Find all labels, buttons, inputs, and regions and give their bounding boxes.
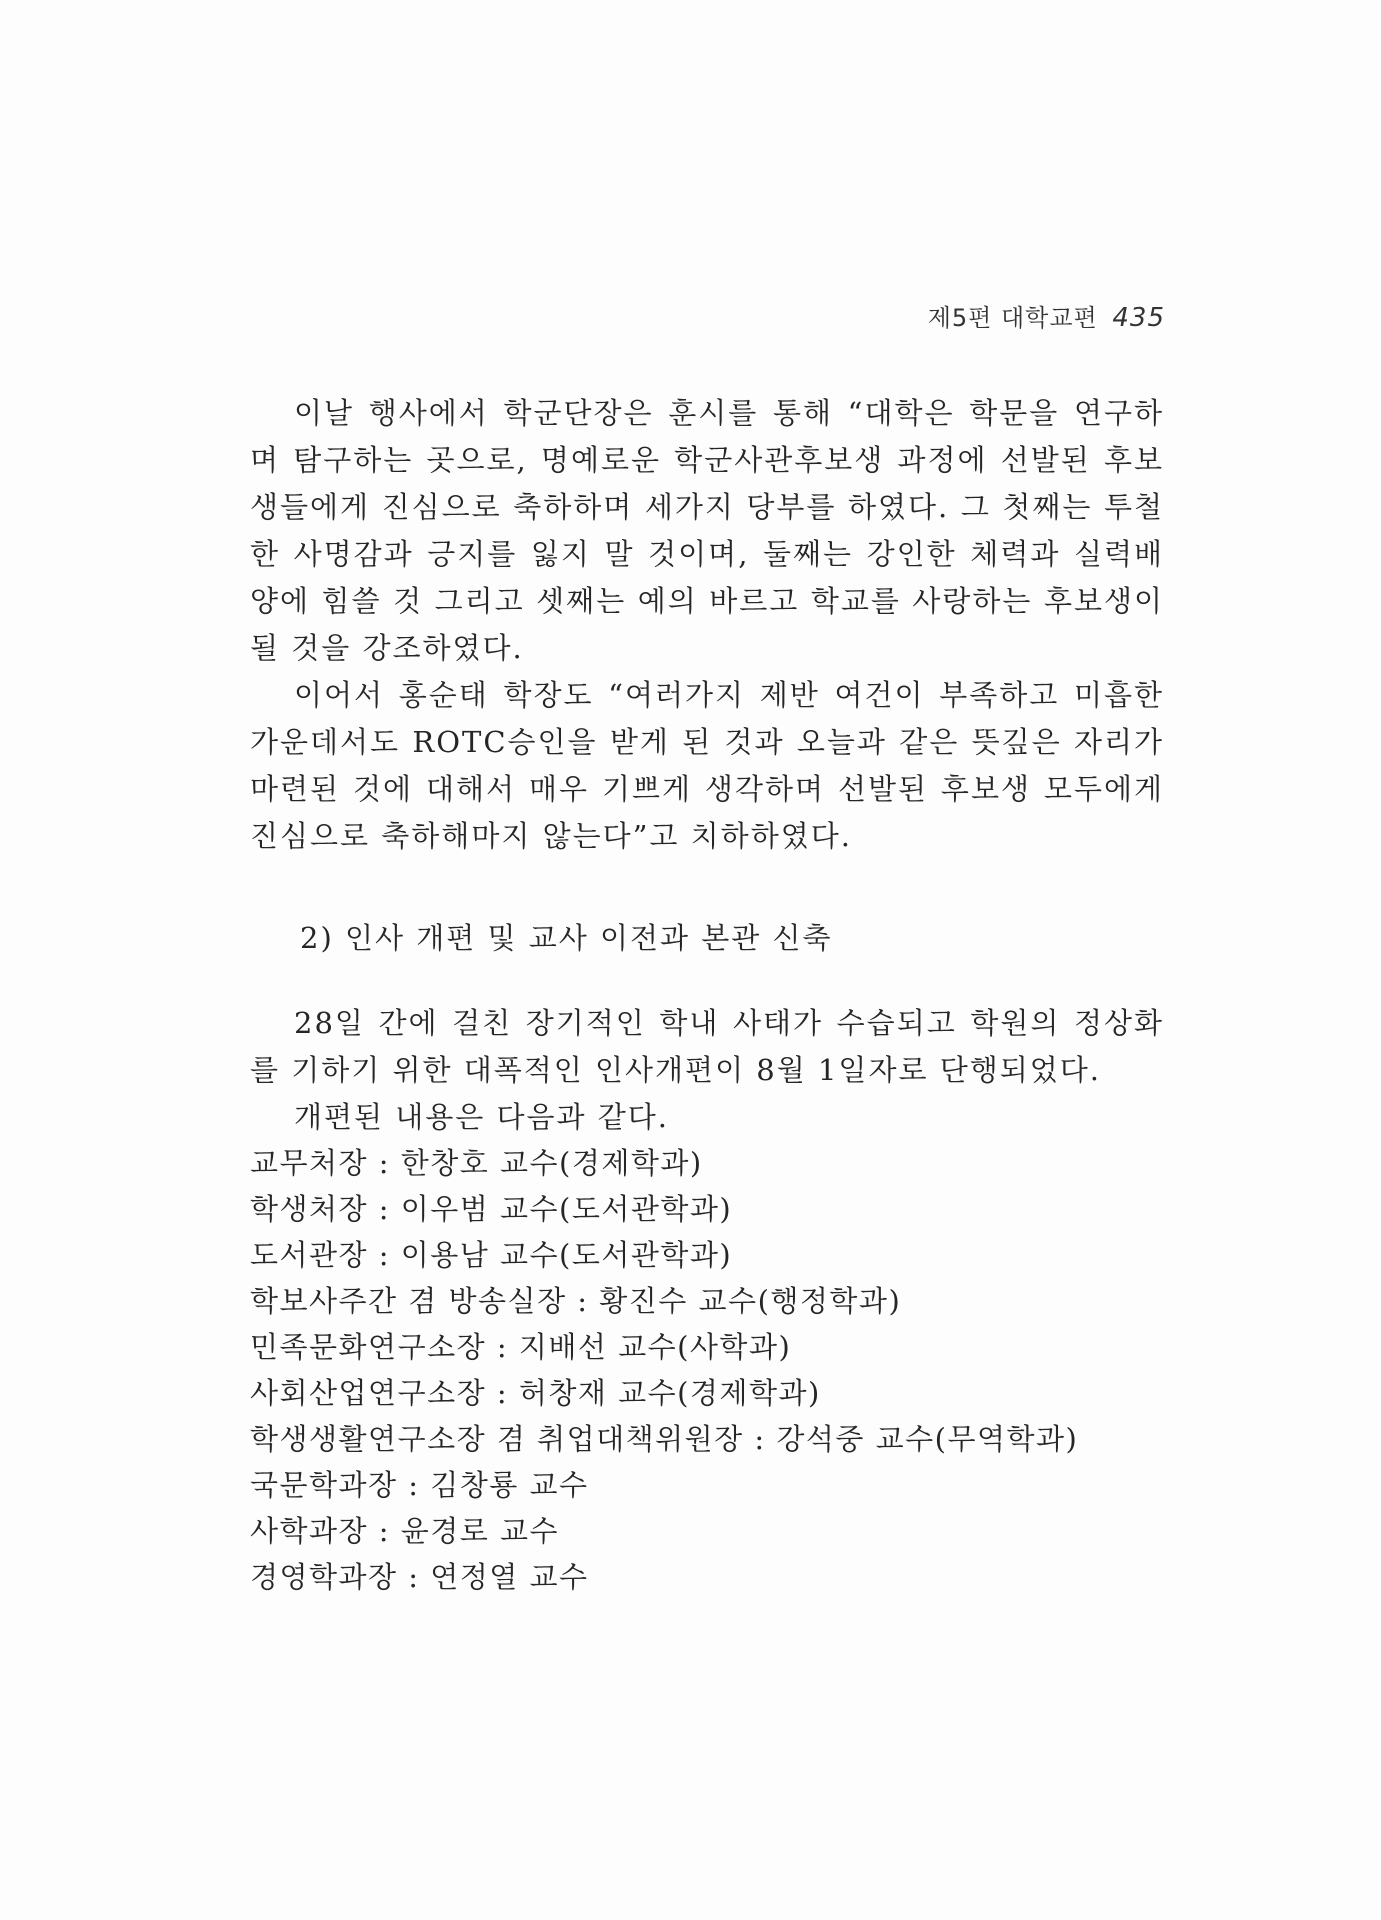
list-item: 사학과장 : 윤경로 교수 bbox=[250, 1514, 560, 1548]
paragraph: 28일 간에 걸친 장기적인 학내 사태가 수습되고 학원의 정상화를 기하기 위한 대폭적인 인사개편이 8월 1일자로 단행되었다. bbox=[250, 1006, 1164, 1087]
list-item: 학생생활연구소장 겸 취업대책위원장 : 강석중 교수(무역학과) bbox=[250, 1422, 1079, 1456]
list-item: 교무처장 : 한창호 교수(경제학과) bbox=[250, 1146, 703, 1180]
paragraph: 이날 행사에서 학군단장은 훈시를 통해 “대학은 학문을 연구하며 탐구하는 곳으로, 명예로운 학군사관후보생 과정에 선발된 후보생들에게 진심으로 축하하며 세가지 당부를 하였다. 그 첫째는 투철한 사명감과 긍지를 잃지 말 것이며, 둘째는 강인한 체력과 실력배양에 힘쓸 것 그리고 셋째는 예의 바르고 학교를 사랑하는 후보생이 될 것을 강조하였다. bbox=[250, 396, 1164, 665]
list-item: 국문학과장 : 김창룡 교수 bbox=[250, 1468, 589, 1502]
paragraph: 이어서 홍순태 학장도 “여러가지 제반 여건이 부족하고 미흡한 가운데서도 ROTC승인을 받게 된 것과 오늘과 같은 뜻깊은 자리가 마련된 것에 대해서 매우 기쁘게 생각하며 선발된 후보생 모두에게 진심으로 축하해마지 않는다”고 치하하였다. bbox=[250, 678, 1164, 853]
list-item: 경영학과장 : 연정열 교수 bbox=[250, 1560, 589, 1594]
list-item: 학생처장 : 이우범 교수(도서관학과) bbox=[250, 1192, 733, 1226]
body-text-bottom bbox=[250, 1000, 1164, 1141]
list-item: 사회산업연구소장 : 허창재 교수(경제학과) bbox=[250, 1376, 821, 1410]
list-item: 학보사주간 겸 방송실장 : 황진수 교수(행정학과) bbox=[250, 1284, 902, 1318]
appointment-list bbox=[250, 1140, 1078, 1600]
running-head-section: 제5편 대학교편 bbox=[927, 304, 1098, 332]
list-item: 민족문화연구소장 : 지배선 교수(사학과) bbox=[250, 1330, 792, 1364]
list-item: 도서관장 : 이용남 교수(도서관학과) bbox=[250, 1238, 733, 1272]
paragraph: 개편된 내용은 다음과 같다. bbox=[294, 1100, 670, 1134]
running-head bbox=[928, 298, 1165, 333]
page-number: 435 bbox=[1112, 303, 1165, 333]
section-heading: 2) 인사 개편 및 교사 이전과 본관 신축 bbox=[300, 921, 833, 955]
body-text-top bbox=[250, 390, 1164, 860]
